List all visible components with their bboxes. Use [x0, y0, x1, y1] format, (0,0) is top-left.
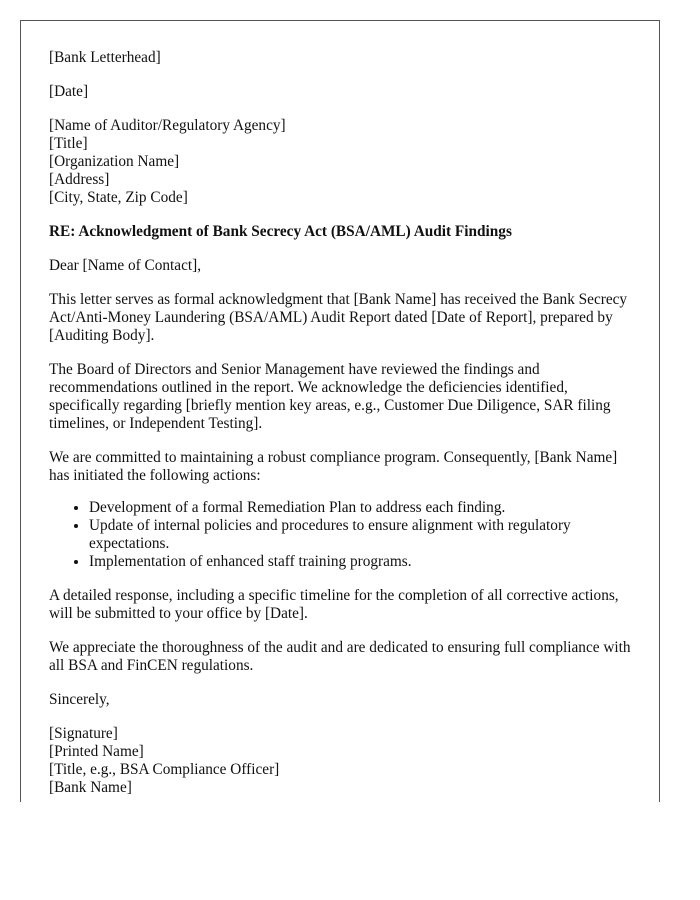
- recipient-address-line: [Address]: [49, 171, 110, 188]
- recipient-city-state-zip: [City, State, Zip Code]: [49, 189, 188, 206]
- subject-line: RE: Acknowledgment of Bank Secrecy Act (BSA/AML) Audit Findings: [49, 223, 512, 240]
- letterhead-text: [Bank Letterhead]: [49, 49, 161, 66]
- body-paragraph: This letter serves as formal acknowledgment that [Bank Name] has received the Bank Secrecy Act/Anti-Money Laundering (BSA/AML) Audit Report dated [Date of Report], prepared by [Auditing Body].: [49, 291, 628, 344]
- body-paragraph: The Board of Directors and Senior Management have reviewed the findings and recommendations outlined in the report. We acknowledge the deficiencies identified, specifically regarding [briefly mention key areas, e.g., Customer Due Diligence, SAR filing timelines, or Independent Testing].: [49, 361, 611, 432]
- recipient-title: [Title]: [49, 135, 88, 152]
- closing-paragraph: A detailed response, including a specific timeline for the completion of all corrective actions, will be submitted to your office by [Date].: [49, 587, 619, 622]
- action-item: • Development of a formal Remediation Plan to address each finding.: [89, 499, 631, 517]
- signature-line: [Signature]: [49, 725, 118, 742]
- recipient-name: [Name of Auditor/Regulatory Agency]: [49, 117, 286, 134]
- recipient-organization: [Organization Name]: [49, 153, 180, 170]
- action-item: • Update of internal policies and procedures to ensure alignment with regulatory expectations.: [89, 517, 631, 553]
- body-paragraph: We are committed to maintaining a robust compliance program. Consequently, [Bank Name] has initiated the following actions:: [49, 449, 618, 484]
- date-text: [Date]: [49, 83, 89, 100]
- signer-bank-name: [Bank Name]: [49, 779, 132, 796]
- action-item: • Implementation of enhanced staff training programs.: [89, 553, 631, 571]
- salutation: Dear [Name of Contact],: [49, 257, 202, 274]
- closing-paragraph: We appreciate the thoroughness of the audit and are dedicated to ensuring full compliance with all BSA and FinCEN regulations.: [49, 639, 631, 674]
- letter-page: [20, 20, 660, 802]
- letter-date: [49, 83, 631, 101]
- signoff: Sincerely,: [49, 691, 110, 708]
- printed-name: [Printed Name]: [49, 743, 144, 760]
- letterhead: [49, 49, 631, 67]
- recipient-address: [49, 117, 631, 207]
- signature-block: [49, 725, 631, 797]
- signer-title: [Title, e.g., BSA Compliance Officer]: [49, 761, 280, 778]
- actions-list: [49, 499, 631, 571]
